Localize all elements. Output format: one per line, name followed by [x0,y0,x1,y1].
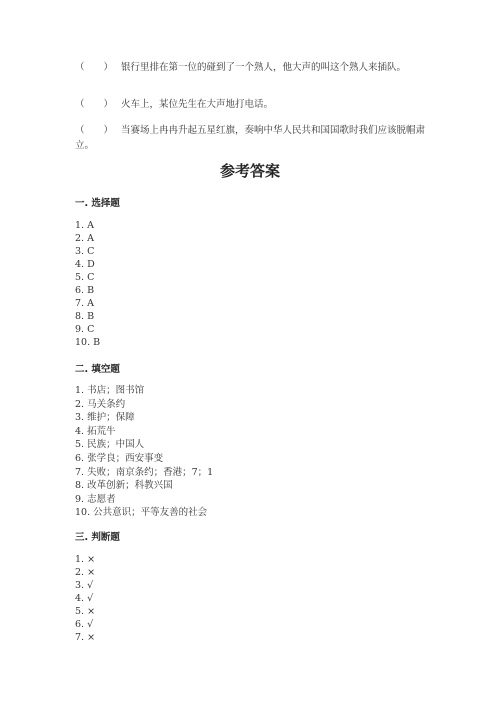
question-text: 当赛场上冉冉升起五星红旗，奏响中华人民共和国国歌时我们应该脱帽肃立。 [75,125,426,151]
answer-item: 3. C [75,246,95,257]
answer-item: 1. A [75,220,94,231]
answer-item: 7. × [75,632,96,643]
answer-item: 3. √ [75,580,94,591]
question-text: 银行里排在第一位的碰到了一个熟人，他大声的叫这个熟人来插队。 [121,62,407,73]
answer-item: 5. 民族；中国人 [75,439,145,451]
answer-item: 6. √ [75,619,94,630]
answer-item: 2. × [75,567,96,578]
answer-item: 10. 公共意识；平等友善的社会 [75,507,208,519]
answer-item: 4. D [75,259,95,270]
answer-item: 8. 改革创新；科教兴国 [75,480,173,492]
answer-list [75,553,95,644]
answer-item: 4. 拓荒牛 [75,425,116,437]
answer-item: 1. × [75,554,96,565]
answer-item: 5. × [75,606,96,617]
answer-item: 5. C [75,272,95,283]
answer-blank: （ ） [75,125,114,136]
answer-item: 10. B [75,337,101,348]
answer-item: 6. B [75,285,95,296]
section-heading: 三. 判断题 [75,532,120,543]
section-heading: 二. 填空题 [75,364,120,375]
answer-blank: （ ） [75,99,114,110]
answer-item: 8. B [75,311,95,322]
answer-item: 7. 失败；南京条约；香港；7；1 [75,466,214,478]
answer-item: 9. 志愿者 [75,493,116,505]
question-item [75,97,435,112]
answer-item: 7. A [75,298,94,309]
answer-list [75,219,100,349]
answer-item: 9. C [75,324,95,335]
answer-list [75,384,213,520]
question-item [75,123,435,153]
answer-item: 2. A [75,233,94,244]
question-text: 火车上，某位先生在大声地打电话。 [121,99,274,110]
answer-blank: （ ） [75,62,114,73]
answer-item: 1. 书店；图书馆 [75,385,145,396]
answer-title: 参考答案 [219,162,280,180]
answer-item: 4. √ [75,593,94,604]
section-heading: 一. 选择题 [75,198,120,209]
answer-item: 3. 维护；保障 [75,412,135,424]
question-item [75,60,435,75]
answer-item: 6. 张学良；西安事变 [75,452,164,464]
answer-item: 2. 马关条约 [75,398,126,410]
